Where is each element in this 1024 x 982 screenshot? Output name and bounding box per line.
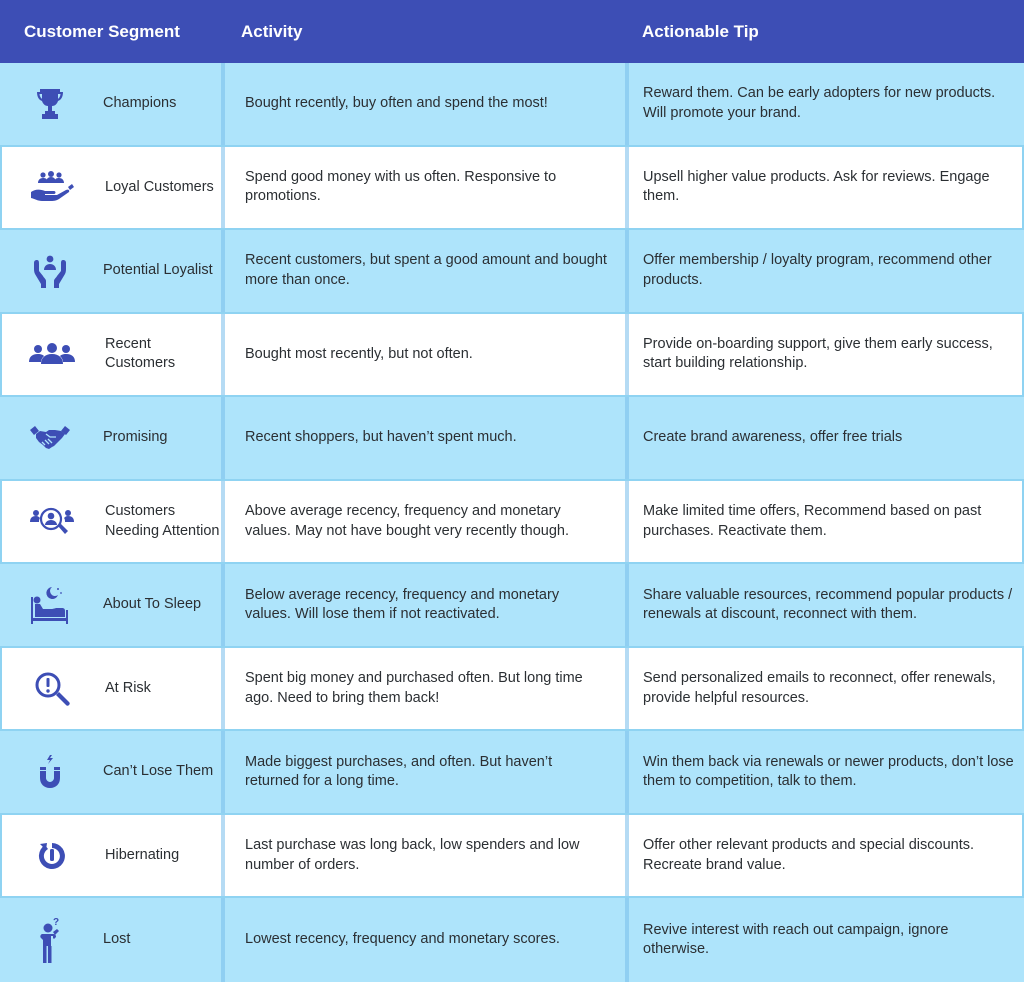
group-icon xyxy=(2,343,102,365)
tip-cell: Make limited time offers, Recommend based on past purchases. Reactivate them. xyxy=(625,481,1022,563)
table-row xyxy=(0,481,1024,565)
table-row xyxy=(0,147,1024,231)
table-row xyxy=(0,564,1024,648)
segment-label: About To Sleep xyxy=(103,596,202,613)
segment-label: Promising xyxy=(103,429,168,446)
people-search-icon xyxy=(2,507,102,537)
segment-cell xyxy=(0,564,221,646)
segment-cell xyxy=(2,815,221,897)
table-row xyxy=(0,314,1024,398)
hand-with-people-icon xyxy=(2,171,102,203)
segment-label: Lost xyxy=(103,931,131,948)
activity-cell: Below average recency, frequency and monetary values. Will lose them if not reactivated. xyxy=(221,564,625,646)
confused-person-icon xyxy=(0,916,100,964)
segment-cell xyxy=(0,63,221,145)
segment-cell xyxy=(2,481,221,563)
activity-cell: Spend good money with us often. Responsive to promotions. xyxy=(221,147,625,229)
tip-cell: Upsell higher value products. Ask for reviews. Engage them. xyxy=(625,147,1022,229)
tip-cell: Win them back via renewals or newer products, don’t lose them to competition, talk to them. xyxy=(625,731,1024,813)
hands-holding-person-icon xyxy=(0,254,100,288)
activity-cell: Bought most recently, but not often. xyxy=(221,314,625,396)
segment-cell xyxy=(2,314,221,396)
activity-cell: Bought recently, buy often and spend the most! xyxy=(221,63,625,145)
tip-cell: Send personalized emails to reconnect, offer renewals, provide helpful resources. xyxy=(625,648,1022,730)
segment-cell xyxy=(0,230,221,312)
table-row xyxy=(0,898,1024,982)
activity-cell: Recent customers, but spent a good amount and bought more than once. xyxy=(221,230,625,312)
activity-cell: Above average recency, frequency and monetary values. May not have bought very recently though. xyxy=(221,481,625,563)
header-segment: Customer Segment xyxy=(24,21,180,41)
segment-label: Customers Needing Attention xyxy=(105,503,220,539)
segment-cell xyxy=(0,731,221,813)
table-row xyxy=(0,731,1024,815)
trophy-icon xyxy=(0,88,100,120)
segment-cell xyxy=(2,648,221,730)
segment-label: Loyal Customers xyxy=(105,178,214,195)
segment-cell xyxy=(2,147,221,229)
segment-label: At Risk xyxy=(105,679,151,696)
table-header xyxy=(0,0,1024,63)
header-activity: Activity xyxy=(241,21,303,41)
segment-cell xyxy=(0,397,221,479)
table-row xyxy=(0,815,1024,899)
header-tip: Actionable Tip xyxy=(642,21,759,41)
sleeping-in-bed-icon xyxy=(0,585,100,625)
segment-cell xyxy=(0,898,221,982)
power-icon xyxy=(2,840,102,872)
tip-cell: Provide on-boarding support, give them early success, start building relationship. xyxy=(625,314,1022,396)
magnet-icon xyxy=(0,755,100,789)
activity-cell: Last purchase was long back, low spenders and low number of orders. xyxy=(221,815,625,897)
tip-cell: Offer other relevant products and special discounts. Recreate brand value. xyxy=(625,815,1022,897)
tip-cell: Create brand awareness, offer free trials xyxy=(625,397,1024,479)
activity-cell: Made biggest purchases, and often. But haven’t returned for a long time. xyxy=(221,731,625,813)
svg-text:?: ? xyxy=(53,917,60,929)
activity-cell: Spent big money and purchased often. But long time ago. Need to bring them back! xyxy=(221,648,625,730)
magnifier-alert-icon xyxy=(2,671,102,707)
segment-label: Potential Loyalist xyxy=(103,262,213,279)
tip-cell: Revive interest with reach out campaign, ignore otherwise. xyxy=(625,898,1024,982)
segment-label: Hibernating xyxy=(105,846,180,863)
tip-cell: Reward them. Can be early adopters for new products. Will promote your brand. xyxy=(625,63,1024,145)
table-row xyxy=(0,230,1024,314)
tip-cell: Offer membership / loyalty program, recommend other products. xyxy=(625,230,1024,312)
table-row xyxy=(0,63,1024,147)
segment-label: Recent Customers xyxy=(105,335,176,372)
segment-label: Champions xyxy=(103,95,177,112)
activity-cell: Lowest recency, frequency and monetary scores. xyxy=(221,898,625,982)
table-row xyxy=(0,397,1024,481)
table-row xyxy=(0,648,1024,732)
activity-cell: Recent shoppers, but haven’t spent much. xyxy=(221,397,625,479)
segment-label: Can’t Lose Them xyxy=(103,763,214,780)
handshake-icon xyxy=(0,425,100,451)
tip-cell: Share valuable resources, recommend popular products / renewals at discount, reconnect with them. xyxy=(625,564,1024,646)
